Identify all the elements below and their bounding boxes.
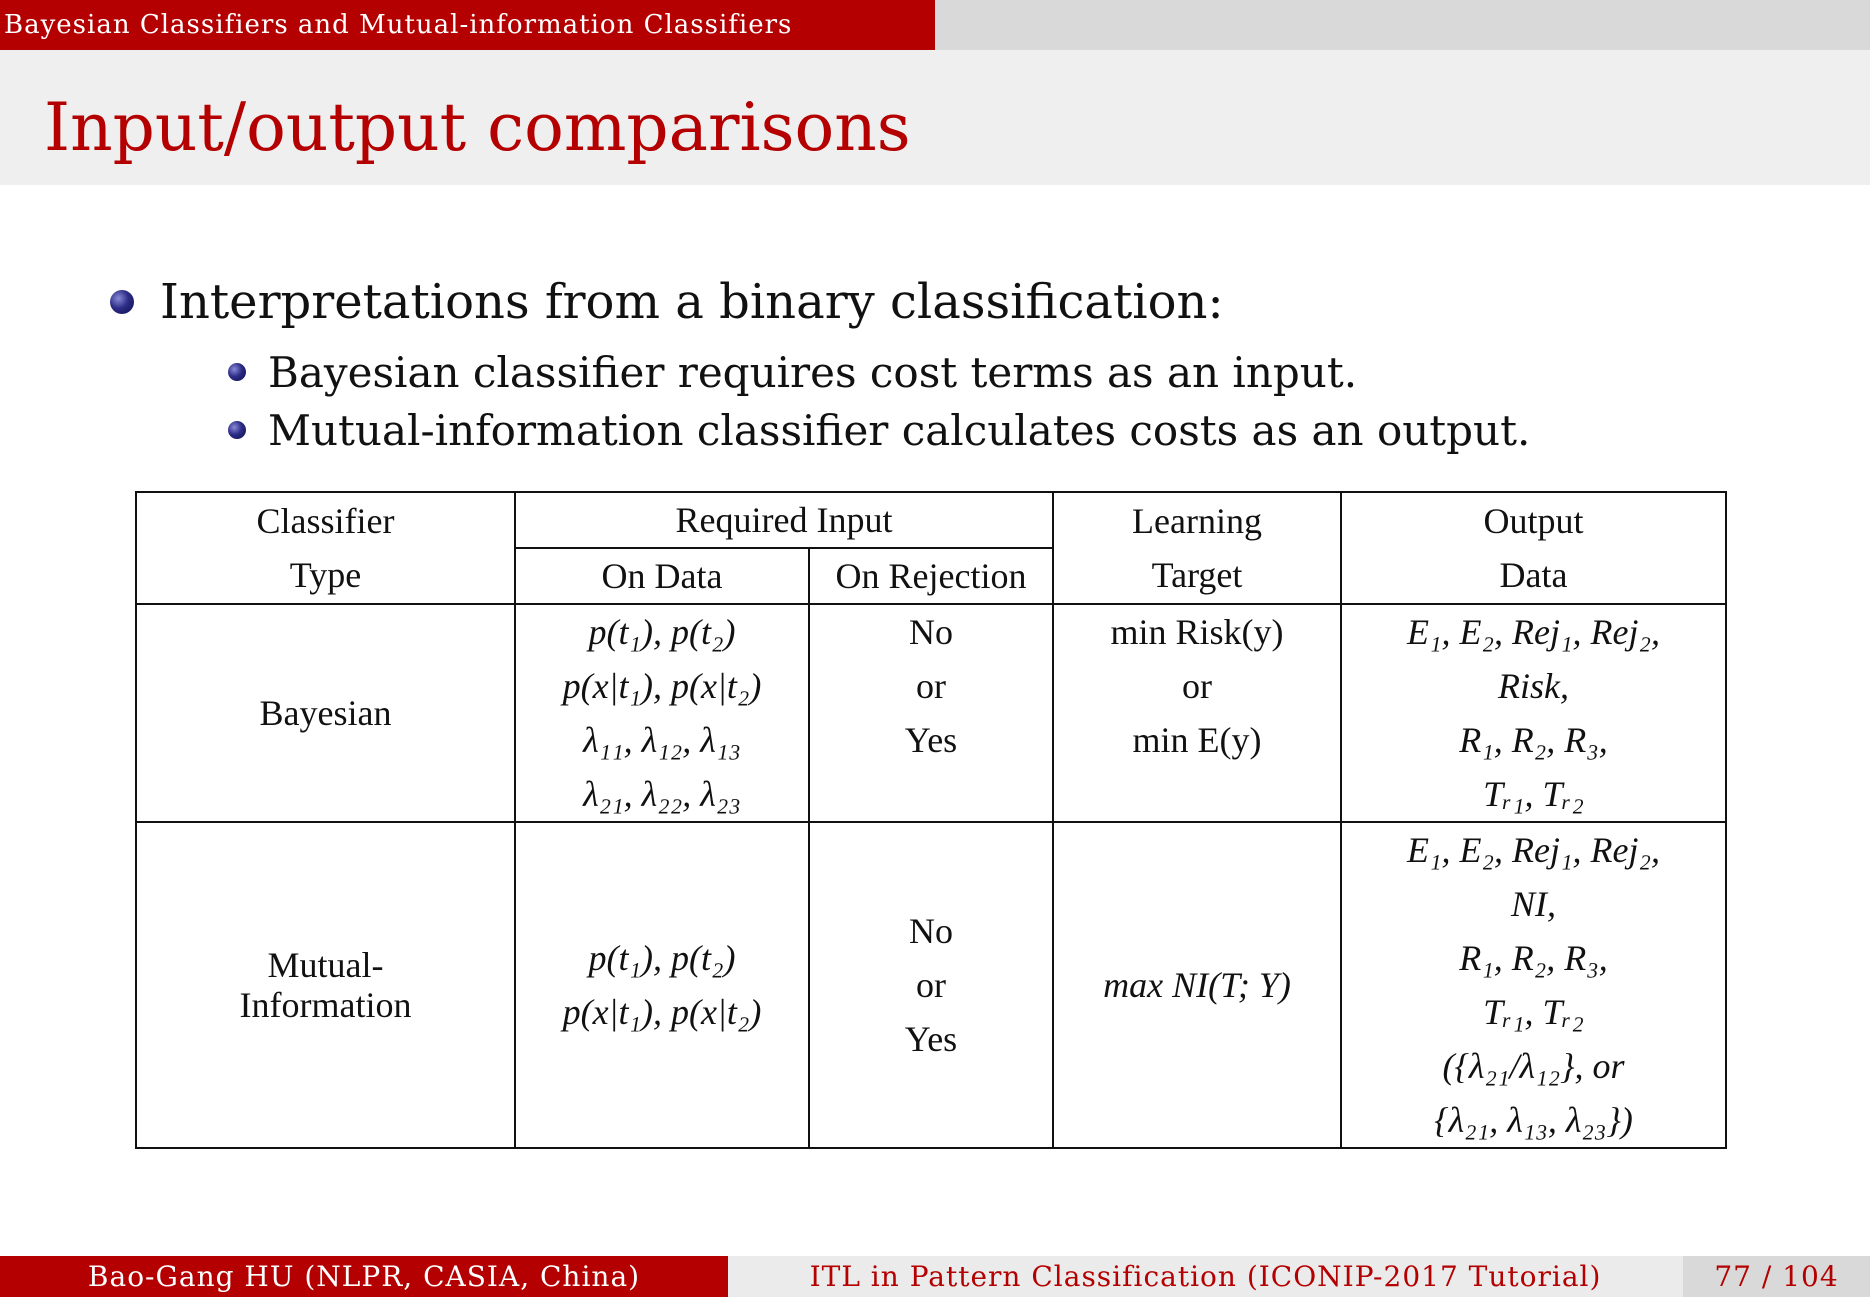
main-bullet bbox=[110, 272, 1224, 332]
bullet-ball-icon bbox=[228, 421, 246, 439]
header-classifier-type: Classifier Type bbox=[136, 492, 515, 604]
footer-talk-title: ITL in Pattern Classification (ICONIP-2017 Tutorial) bbox=[728, 1256, 1683, 1297]
cell-on-rejection: No or Yes bbox=[809, 822, 1053, 1148]
comparison-table bbox=[135, 491, 1727, 1149]
table-row bbox=[136, 604, 1726, 822]
cell-learning-target: max NI(T; Y) bbox=[1053, 822, 1341, 1148]
header-on-rejection: On Rejection bbox=[809, 548, 1053, 604]
cell-on-data: p(t₁), p(t₂) p(x|t₁), p(x|t₂) λ₁₁, λ₁₂, λ₁₃ λ₂₁, λ₂₂, λ₂₃ bbox=[515, 604, 809, 822]
cell-output-data: E₁, E₂, Rej₁, Rej₂, NI, R₁, R₂, R₃, Tᵣ₁, Tᵣ₂ ({λ₂₁/λ₁₂}, or {λ₂₁, λ₁₃, λ₂₃}) bbox=[1341, 822, 1726, 1148]
cell-on-rejection: No or Yes bbox=[809, 604, 1053, 822]
cell-output-data: E₁, E₂, Rej₁, Rej₂, Risk, R₁, R₂, R₃, Tᵣ₁, Tᵣ₂ bbox=[1341, 604, 1726, 822]
sub-bullet bbox=[228, 404, 1530, 458]
header-required-input: Required Input bbox=[515, 492, 1053, 548]
section-label: Bayesian Classifiers and Mutual-information Classifiers bbox=[0, 0, 935, 50]
bullet-ball-icon bbox=[110, 290, 134, 314]
header-learning-target: Learning Target bbox=[1053, 492, 1341, 604]
cell-classifier-type: Bayesian bbox=[136, 604, 515, 822]
header-output-data: Output Data bbox=[1341, 492, 1726, 604]
cell-on-data: p(t₁), p(t₂) p(x|t₁), p(x|t₂) bbox=[515, 822, 809, 1148]
footer-author: Bao-Gang HU (NLPR, CASIA, China) bbox=[0, 1256, 728, 1297]
sub-bullet bbox=[228, 346, 1357, 400]
table-row bbox=[136, 822, 1726, 1148]
footer bbox=[0, 1256, 1870, 1297]
sub-bullet-text: Bayesian classifier requires cost terms as an input. bbox=[268, 348, 1358, 397]
cell-learning-target: min Risk(y) or min E(y) bbox=[1053, 604, 1341, 822]
page-number: 77 / 104 bbox=[1683, 1256, 1870, 1297]
table-header-row bbox=[136, 492, 1726, 548]
main-bullet-text: Interpretations from a binary classification: bbox=[160, 274, 1224, 330]
cell-classifier-type: Mutual- Information bbox=[136, 822, 515, 1148]
bullet-ball-icon bbox=[228, 363, 246, 381]
header-on-data: On Data bbox=[515, 548, 809, 604]
sub-bullet-text: Mutual-information classifier calculates costs as an output. bbox=[268, 406, 1531, 455]
slide-title: Input/output comparisons bbox=[44, 89, 911, 166]
